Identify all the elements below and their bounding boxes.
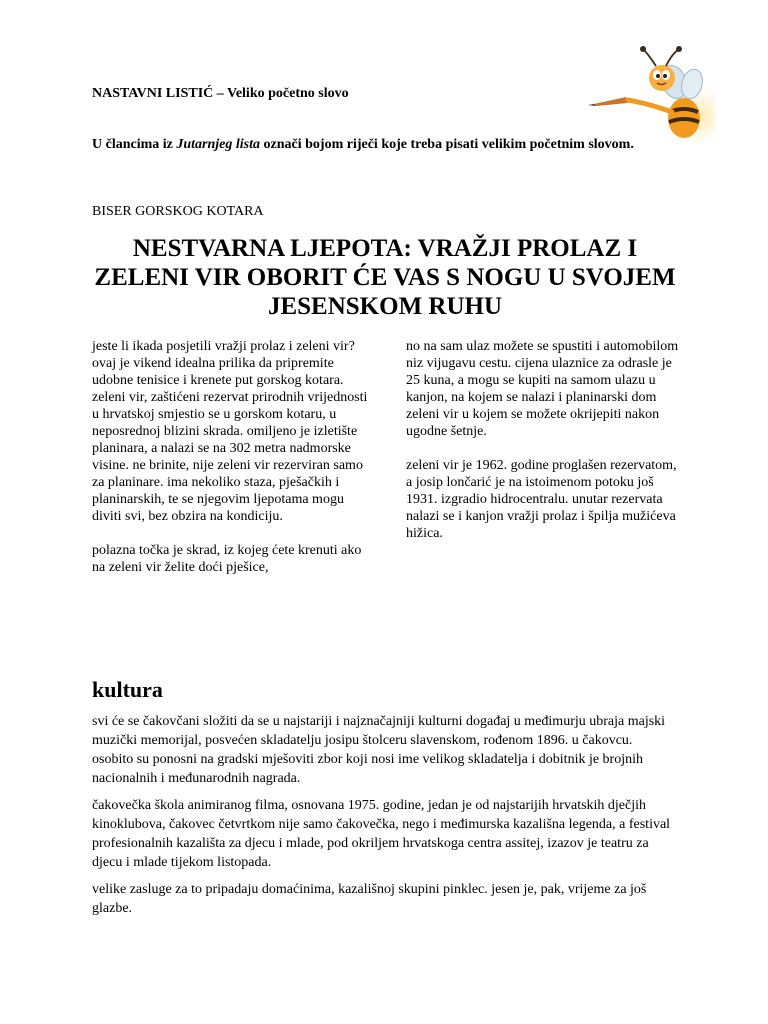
worksheet-title: NASTAVNI LISTIĆ – Veliko početno slovo <box>92 86 349 101</box>
instruction-after: označi bojom riječi koje treba pisati velikim početnim slovom. <box>260 137 634 152</box>
article-paragraph: zeleni vir je 1962. godine proglašen rezervatom, a josip lončarić je na istoimenom potoku još 1931. izgradio hidrocentralu. unutar rezervata nalazi se i kanjon vražji prolaz i špilja mužićeva hižica. <box>406 458 677 541</box>
culture-section-body <box>92 712 676 926</box>
article-column-right <box>406 338 682 559</box>
article-column-left <box>92 338 368 593</box>
culture-paragraph: čakovečka škola animiranog filma, osnovana 1975. godine, jedan je od najstarijih hrvatskih dječjih kinoklubova, čakovec četvrtkom nije samo čakovečka, nego i međimurska kazališna legenda, a festival profesionalnih kazališta za djecu i mlade, pod okriljem hrvatskoga centra assitej, izazov je teatru za djecu i mlade tijekom listopada. <box>92 798 671 870</box>
article-headline: NESTVARNA LJEPOTA: VRAŽJI PROLAZ I ZELENI VIR OBORIT ĆE VAS S NOGU U SVOJEM JESENSKOM RUHU <box>94 235 676 320</box>
article-kicker: BISER GORSKOG KOTARA <box>92 204 264 219</box>
instruction-text <box>92 136 652 154</box>
culture-paragraph: svi će se čakovčani složiti da se u najstariji i najznačajniji kulturni događaj u međimurju ubraja majski muzički memorijal, posvećen skladatelju josipu štolceru slavenskom, rođenom 1896. u čakovcu. osobito su ponosni na gradski mješoviti zbor koji nosi ime velikog skladatelja i dobitnik je brojnih nacionalnih i međunarodnih nagrada. <box>92 714 666 786</box>
instruction-before: U člancima iz <box>92 137 177 152</box>
culture-paragraph: velike zasluge za to pripadaju domaćinima, kazališnoj skupini pinklec. jesen je, pak, vrijeme za još glazbe. <box>92 882 647 916</box>
article-paragraph: polazna točka je skrad, iz kojeg ćete krenuti ako na zeleni vir želite doći pješice, <box>92 543 362 575</box>
bee-with-pencil-icon <box>586 42 716 154</box>
newspaper-name: Jutarnjeg lista <box>176 137 261 152</box>
culture-section-title: kultura <box>92 677 163 702</box>
article-paragraph: jeste li ikada posjetili vražji prolaz i zeleni vir? ovaj je vikend idealna prilika da pripremite udobne tenisice i krenete put gorskog kotara. zeleni vir, zaštićeni rezervat prirodnih vrijednosti u hrvatskoj smjestio se u gorskom kotaru, u neposrednoj blizini skrada. omiljeno je izletište planinara, a nalazi se na 302 metra nadmorske visine. ne brinite, nije zeleni vir rezerviran samo za planinare. ima nekoliko staza, pješačkih i planinarskih, te se njegovim ljepotama mogu diviti svi, bez obzira na kondiciju. <box>92 339 368 524</box>
article-paragraph: no na sam ulaz možete se spustiti i automobilom niz vijugavu cestu. cijena ulaznice za odrasle je 25 kuna, a mogu se kupiti na samom ulazu u kanjon, na kojem se nalazi i planinarski dom zeleni vir u kojem se možete okrijepiti nakon ugodne šetnje. <box>406 339 679 439</box>
